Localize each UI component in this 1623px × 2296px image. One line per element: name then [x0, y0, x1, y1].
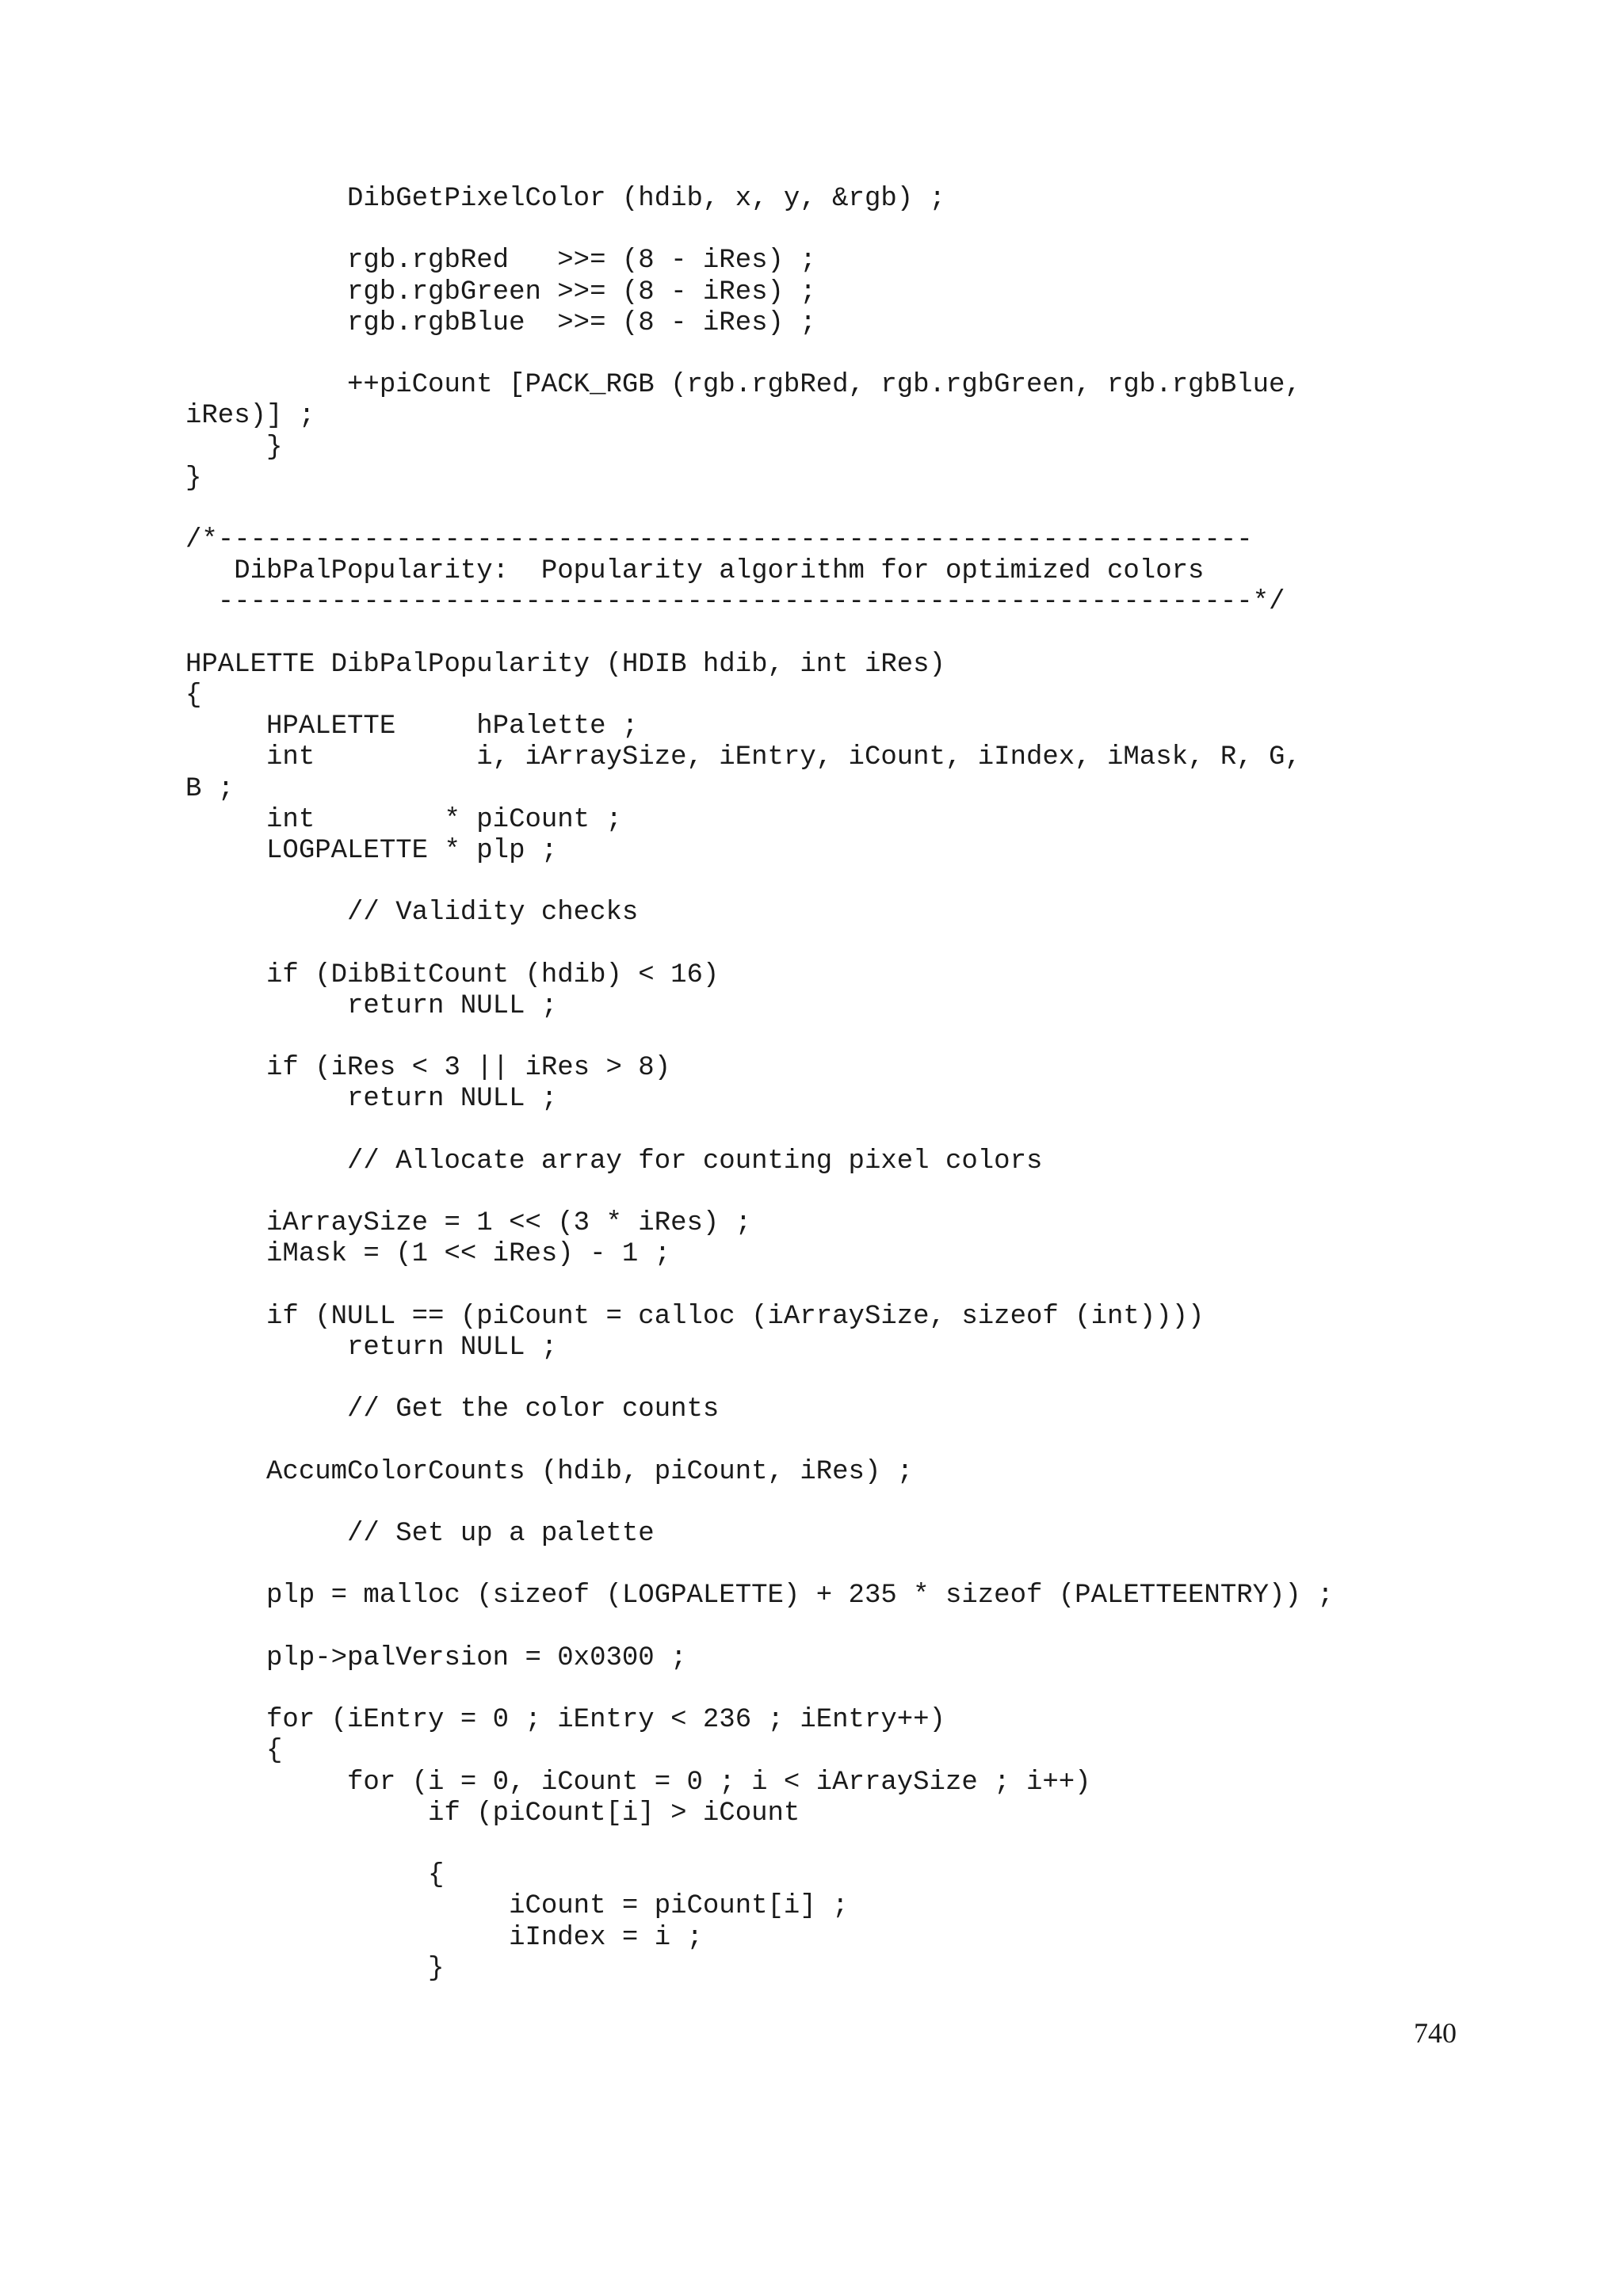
code-line	[185, 929, 1334, 960]
code-line	[185, 1363, 1334, 1394]
code-line: plp = malloc (sizeof (LOGPALETTE) + 235 * sizeof (PALETTEENTRY)) ;	[185, 1581, 1334, 1611]
code-line: {	[185, 1860, 445, 1891]
code-line: // Allocate array for counting pixel colors	[185, 1146, 1043, 1177]
code-line	[185, 1271, 1334, 1302]
code-line: int i, iArraySize, iEntry, iCount, iIndex, iMask, R, G,	[185, 742, 1301, 773]
code-line: }	[185, 432, 283, 463]
code-line: iRes)] ;	[185, 401, 315, 432]
code-line: HPALETTE hPalette ;	[185, 711, 639, 742]
code-line	[185, 1488, 1334, 1519]
code-line: DibGetPixelColor (hdib, x, y, &rgb) ;	[185, 184, 945, 214]
code-line: {	[185, 1736, 283, 1767]
code-line	[185, 867, 1334, 898]
code-line	[185, 339, 1334, 370]
code-line: if (iRes < 3 || iRes > 8)	[185, 1053, 671, 1084]
code-line: if (NULL == (piCount = calloc (iArraySize, sizeof (int))))	[185, 1301, 1205, 1332]
code-line	[185, 1829, 1334, 1860]
code-line: iArraySize = 1 << (3 * iRes) ;	[185, 1208, 752, 1239]
code-line: iIndex = i ;	[185, 1922, 703, 1953]
code-line: AccumColorCounts (hdib, piCount, iRes) ;	[185, 1456, 914, 1487]
code-line	[185, 215, 1334, 246]
code-line: rgb.rgbRed >>= (8 - iRes) ;	[185, 246, 816, 277]
code-line	[185, 1177, 1334, 1208]
code-line: rgb.rgbGreen >>= (8 - iRes) ;	[185, 277, 816, 307]
code-line: plp->palVersion = 0x0300 ;	[185, 1642, 687, 1673]
code-line: return NULL ;	[185, 1084, 558, 1115]
code-line: }	[185, 1953, 445, 1984]
code-line: // Validity checks	[185, 898, 639, 929]
code-line: // Set up a palette	[185, 1519, 655, 1550]
code-line	[185, 1550, 1334, 1581]
code-line: return NULL ;	[185, 1332, 558, 1363]
code-line: for (i = 0, iCount = 0 ; i < iArraySize ; i++)	[185, 1767, 1091, 1798]
code-line: if (piCount[i] > iCount	[185, 1798, 800, 1829]
code-line: B ;	[185, 773, 235, 804]
code-line: for (iEntry = 0 ; iEntry < 236 ; iEntry++)	[185, 1705, 945, 1736]
code-line: // Get the color counts	[185, 1394, 720, 1425]
code-line: iMask = (1 << iRes) - 1 ;	[185, 1239, 671, 1270]
code-line: iCount = piCount[i] ;	[185, 1891, 849, 1922]
code-line: if (DibBitCount (hdib) < 16)	[185, 959, 720, 990]
code-line: LOGPALETTE * plp ;	[185, 835, 558, 866]
code-line	[185, 1674, 1334, 1705]
code-line: return NULL ;	[185, 990, 558, 1021]
code-line: int * piCount ;	[185, 804, 622, 835]
code-line: ++piCount [PACK_RGB (rgb.rgbRed, rgb.rgbGreen, rgb.rgbBlue,	[185, 370, 1301, 401]
code-line	[185, 1022, 1334, 1053]
code-line: }	[185, 463, 202, 494]
code-line: HPALETTE DibPalPopularity (HDIB hdib, int iRes)	[185, 649, 945, 680]
code-line: {	[185, 681, 202, 711]
code-line	[185, 1426, 1334, 1457]
code-line	[185, 619, 1334, 650]
code-line: ----------------------------------------------------------------*/	[185, 587, 1285, 618]
code-line	[185, 1612, 1334, 1643]
code-line: DibPalPopularity: Popularity algorithm for optimized colors	[185, 556, 1205, 587]
page-number: 740	[1414, 2017, 1457, 2049]
code-line	[185, 1116, 1334, 1146]
code-line: /*----------------------------------------------------------------	[185, 525, 1253, 556]
code-listing	[185, 184, 1334, 1985]
code-line	[185, 494, 1334, 525]
code-line: rgb.rgbBlue >>= (8 - iRes) ;	[185, 307, 816, 338]
